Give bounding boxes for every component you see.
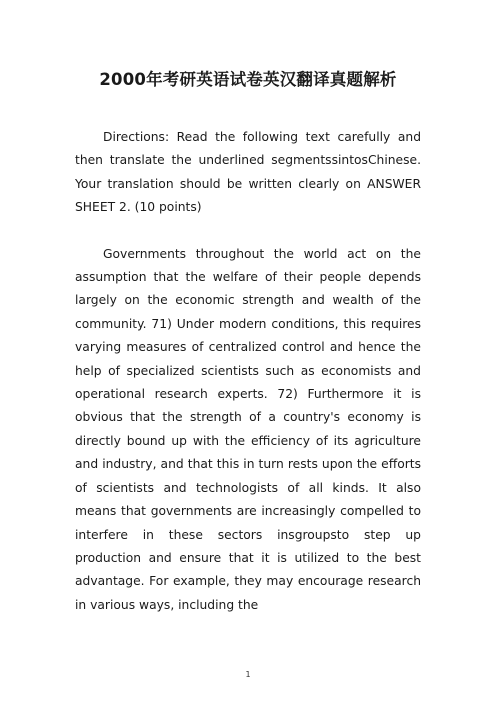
directions-paragraph: Directions: Read the following text carefully and then translate the underlined segmentssintosChinese. Your translation should be written clearly on ANSWER SHEET 2. (10 points) bbox=[75, 130, 421, 215]
page-number: 1 bbox=[245, 670, 251, 679]
passage-paragraph: Governments throughout the world act on the assumption that the welfare of their people depends largely on the economic strength and wealth of the community. 71) Under modern conditions, this requires varying measures of centralized control and hence the help of specialized scientists such as economists and operational research experts. 72) Furthermore it is obvious that the strength of a country's economy is directly bound up with the efficiency of its agriculture and industry, and that this in turn rests upon the efforts of scientists and technologists of all kinds. It also means that governments are increasingly compelled to interfere in these sectors insgroupsto step up production and ensure that it is utilized to the best advantage. For example, they may encourage research in various ways, including the bbox=[75, 246, 421, 612]
document-title: 2000年考研英语试卷英汉翻译真题解析 bbox=[99, 70, 397, 89]
